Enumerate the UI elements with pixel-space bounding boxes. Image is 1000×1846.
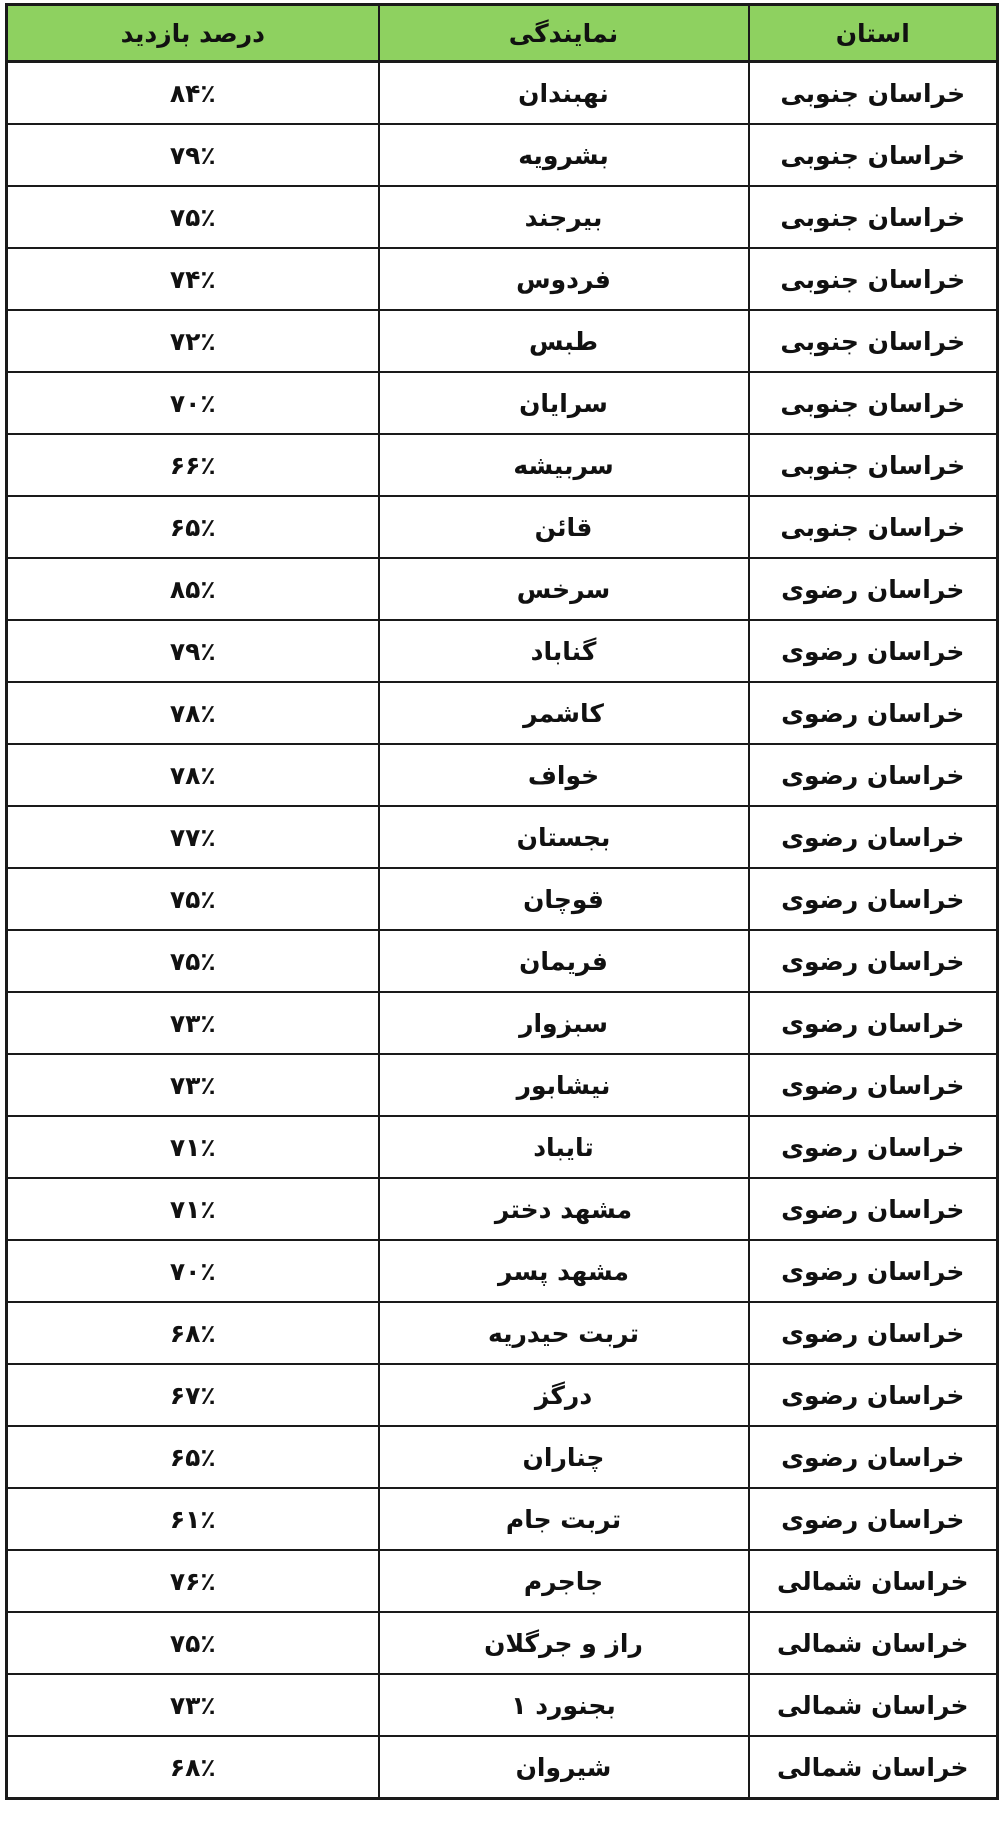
agency-cell: طبس (379, 310, 749, 372)
visit-percent-cell: ۸۴٪ (7, 62, 379, 125)
visit-percent-cell: ۸۵٪ (7, 558, 379, 620)
visit-percent-cell: ۷۳٪ (7, 992, 379, 1054)
table-row (7, 372, 998, 434)
visit-percent-cell: ۷۰٪ (7, 372, 379, 434)
table-row (7, 1674, 998, 1736)
province-cell: خراسان رضوی (749, 744, 998, 806)
agency-cell: سربیشه (379, 434, 749, 496)
table-row (7, 496, 998, 558)
visit-percentage-table (5, 3, 999, 1800)
visit-percent-cell: ۷۵٪ (7, 868, 379, 930)
table-row (7, 1426, 998, 1488)
visit-percent-cell: ۶۵٪ (7, 1426, 379, 1488)
province-cell: خراسان شمالی (749, 1736, 998, 1799)
table-row (7, 744, 998, 806)
province-cell: خراسان رضوی (749, 1364, 998, 1426)
agency-cell: کاشمر (379, 682, 749, 744)
province-cell: خراسان شمالی (749, 1550, 998, 1612)
table-row (7, 1240, 998, 1302)
table-row (7, 930, 998, 992)
table-row (7, 248, 998, 310)
visit-percent-cell: ۷۳٪ (7, 1674, 379, 1736)
province-cell: خراسان رضوی (749, 868, 998, 930)
agency-cell: نهبندان (379, 62, 749, 125)
province-cell: خراسان جنوبی (749, 248, 998, 310)
agency-cell: قوچان (379, 868, 749, 930)
province-cell: خراسان جنوبی (749, 124, 998, 186)
agency-cell: سبزوار (379, 992, 749, 1054)
agency-cell: مشهد پسر (379, 1240, 749, 1302)
column-header-agency: نمایندگی (379, 5, 749, 62)
table-row (7, 1054, 998, 1116)
table-row (7, 1612, 998, 1674)
agency-cell: تایباد (379, 1116, 749, 1178)
province-cell: خراسان جنوبی (749, 496, 998, 558)
agency-cell: راز و جرگلان (379, 1612, 749, 1674)
table-header (7, 5, 998, 62)
province-cell: خراسان رضوی (749, 1240, 998, 1302)
agency-cell: سرایان (379, 372, 749, 434)
province-cell: خراسان جنوبی (749, 434, 998, 496)
province-cell: خراسان رضوی (749, 620, 998, 682)
table-row (7, 434, 998, 496)
agency-cell: تربت جام (379, 1488, 749, 1550)
visit-percent-cell: ۷۷٪ (7, 806, 379, 868)
agency-cell: مشهد دختر (379, 1178, 749, 1240)
agency-cell: فریمان (379, 930, 749, 992)
visit-percent-cell: ۷۹٪ (7, 620, 379, 682)
agency-cell: شیروان (379, 1736, 749, 1799)
table-row (7, 558, 998, 620)
visit-percent-cell: ۷۱٪ (7, 1178, 379, 1240)
province-cell: خراسان شمالی (749, 1674, 998, 1736)
visit-percent-cell: ۷۸٪ (7, 682, 379, 744)
agency-cell: درگز (379, 1364, 749, 1426)
column-header-province: استان (749, 5, 998, 62)
agency-cell: قائن (379, 496, 749, 558)
agency-cell: گناباد (379, 620, 749, 682)
visit-percent-cell: ۷۲٪ (7, 310, 379, 372)
agency-cell: بشرویه (379, 124, 749, 186)
table-row (7, 1488, 998, 1550)
province-cell: خراسان رضوی (749, 930, 998, 992)
agency-cell: سرخس (379, 558, 749, 620)
table-row (7, 682, 998, 744)
table-row (7, 620, 998, 682)
table-row (7, 1116, 998, 1178)
province-cell: خراسان جنوبی (749, 372, 998, 434)
visit-percent-cell: ۷۵٪ (7, 930, 379, 992)
visit-percent-cell: ۷۴٪ (7, 248, 379, 310)
header-row (7, 5, 998, 62)
table-row (7, 992, 998, 1054)
province-cell: خراسان جنوبی (749, 186, 998, 248)
visit-percent-cell: ۶۶٪ (7, 434, 379, 496)
visit-percent-cell: ۷۸٪ (7, 744, 379, 806)
province-cell: خراسان رضوی (749, 806, 998, 868)
visit-percent-cell: ۶۸٪ (7, 1736, 379, 1799)
visit-percent-cell: ۶۵٪ (7, 496, 379, 558)
visit-percent-cell: ۷۱٪ (7, 1116, 379, 1178)
visit-percent-cell: ۶۷٪ (7, 1364, 379, 1426)
province-cell: خراسان جنوبی (749, 62, 998, 125)
province-cell: خراسان رضوی (749, 1426, 998, 1488)
province-cell: خراسان رضوی (749, 1054, 998, 1116)
visit-percent-cell: ۶۸٪ (7, 1302, 379, 1364)
table-row (7, 186, 998, 248)
agency-cell: بجستان (379, 806, 749, 868)
table-row (7, 806, 998, 868)
province-cell: خراسان جنوبی (749, 310, 998, 372)
visit-percent-cell: ۷۵٪ (7, 186, 379, 248)
table-row (7, 1736, 998, 1799)
visit-percent-cell: ۶۱٪ (7, 1488, 379, 1550)
province-cell: خراسان رضوی (749, 992, 998, 1054)
table-row (7, 868, 998, 930)
table-row (7, 1302, 998, 1364)
province-cell: خراسان شمالی (749, 1612, 998, 1674)
agency-cell: بیرجند (379, 186, 749, 248)
province-cell: خراسان رضوی (749, 1116, 998, 1178)
province-cell: خراسان رضوی (749, 558, 998, 620)
agency-cell: چناران (379, 1426, 749, 1488)
column-header-visit-percent: درصد بازدید (7, 5, 379, 62)
table-row (7, 1364, 998, 1426)
agency-cell: تربت حیدریه (379, 1302, 749, 1364)
agency-cell: فردوس (379, 248, 749, 310)
visit-percent-cell: ۷۰٪ (7, 1240, 379, 1302)
table-row (7, 310, 998, 372)
table-row (7, 124, 998, 186)
visit-percent-cell: ۷۳٪ (7, 1054, 379, 1116)
agency-cell: خواف (379, 744, 749, 806)
visit-percent-cell: ۷۵٪ (7, 1612, 379, 1674)
table-body (7, 62, 998, 1799)
province-cell: خراسان رضوی (749, 1488, 998, 1550)
agency-cell: جاجرم (379, 1550, 749, 1612)
province-cell: خراسان رضوی (749, 682, 998, 744)
visit-percent-cell: ۷۹٪ (7, 124, 379, 186)
table-row (7, 1178, 998, 1240)
visit-percent-cell: ۷۶٪ (7, 1550, 379, 1612)
table-row (7, 62, 998, 125)
agency-cell: نیشابور (379, 1054, 749, 1116)
agency-cell: بجنورد ۱ (379, 1674, 749, 1736)
province-cell: خراسان رضوی (749, 1302, 998, 1364)
visits-table-container (5, 3, 996, 1800)
province-cell: خراسان رضوی (749, 1178, 998, 1240)
table-row (7, 1550, 998, 1612)
